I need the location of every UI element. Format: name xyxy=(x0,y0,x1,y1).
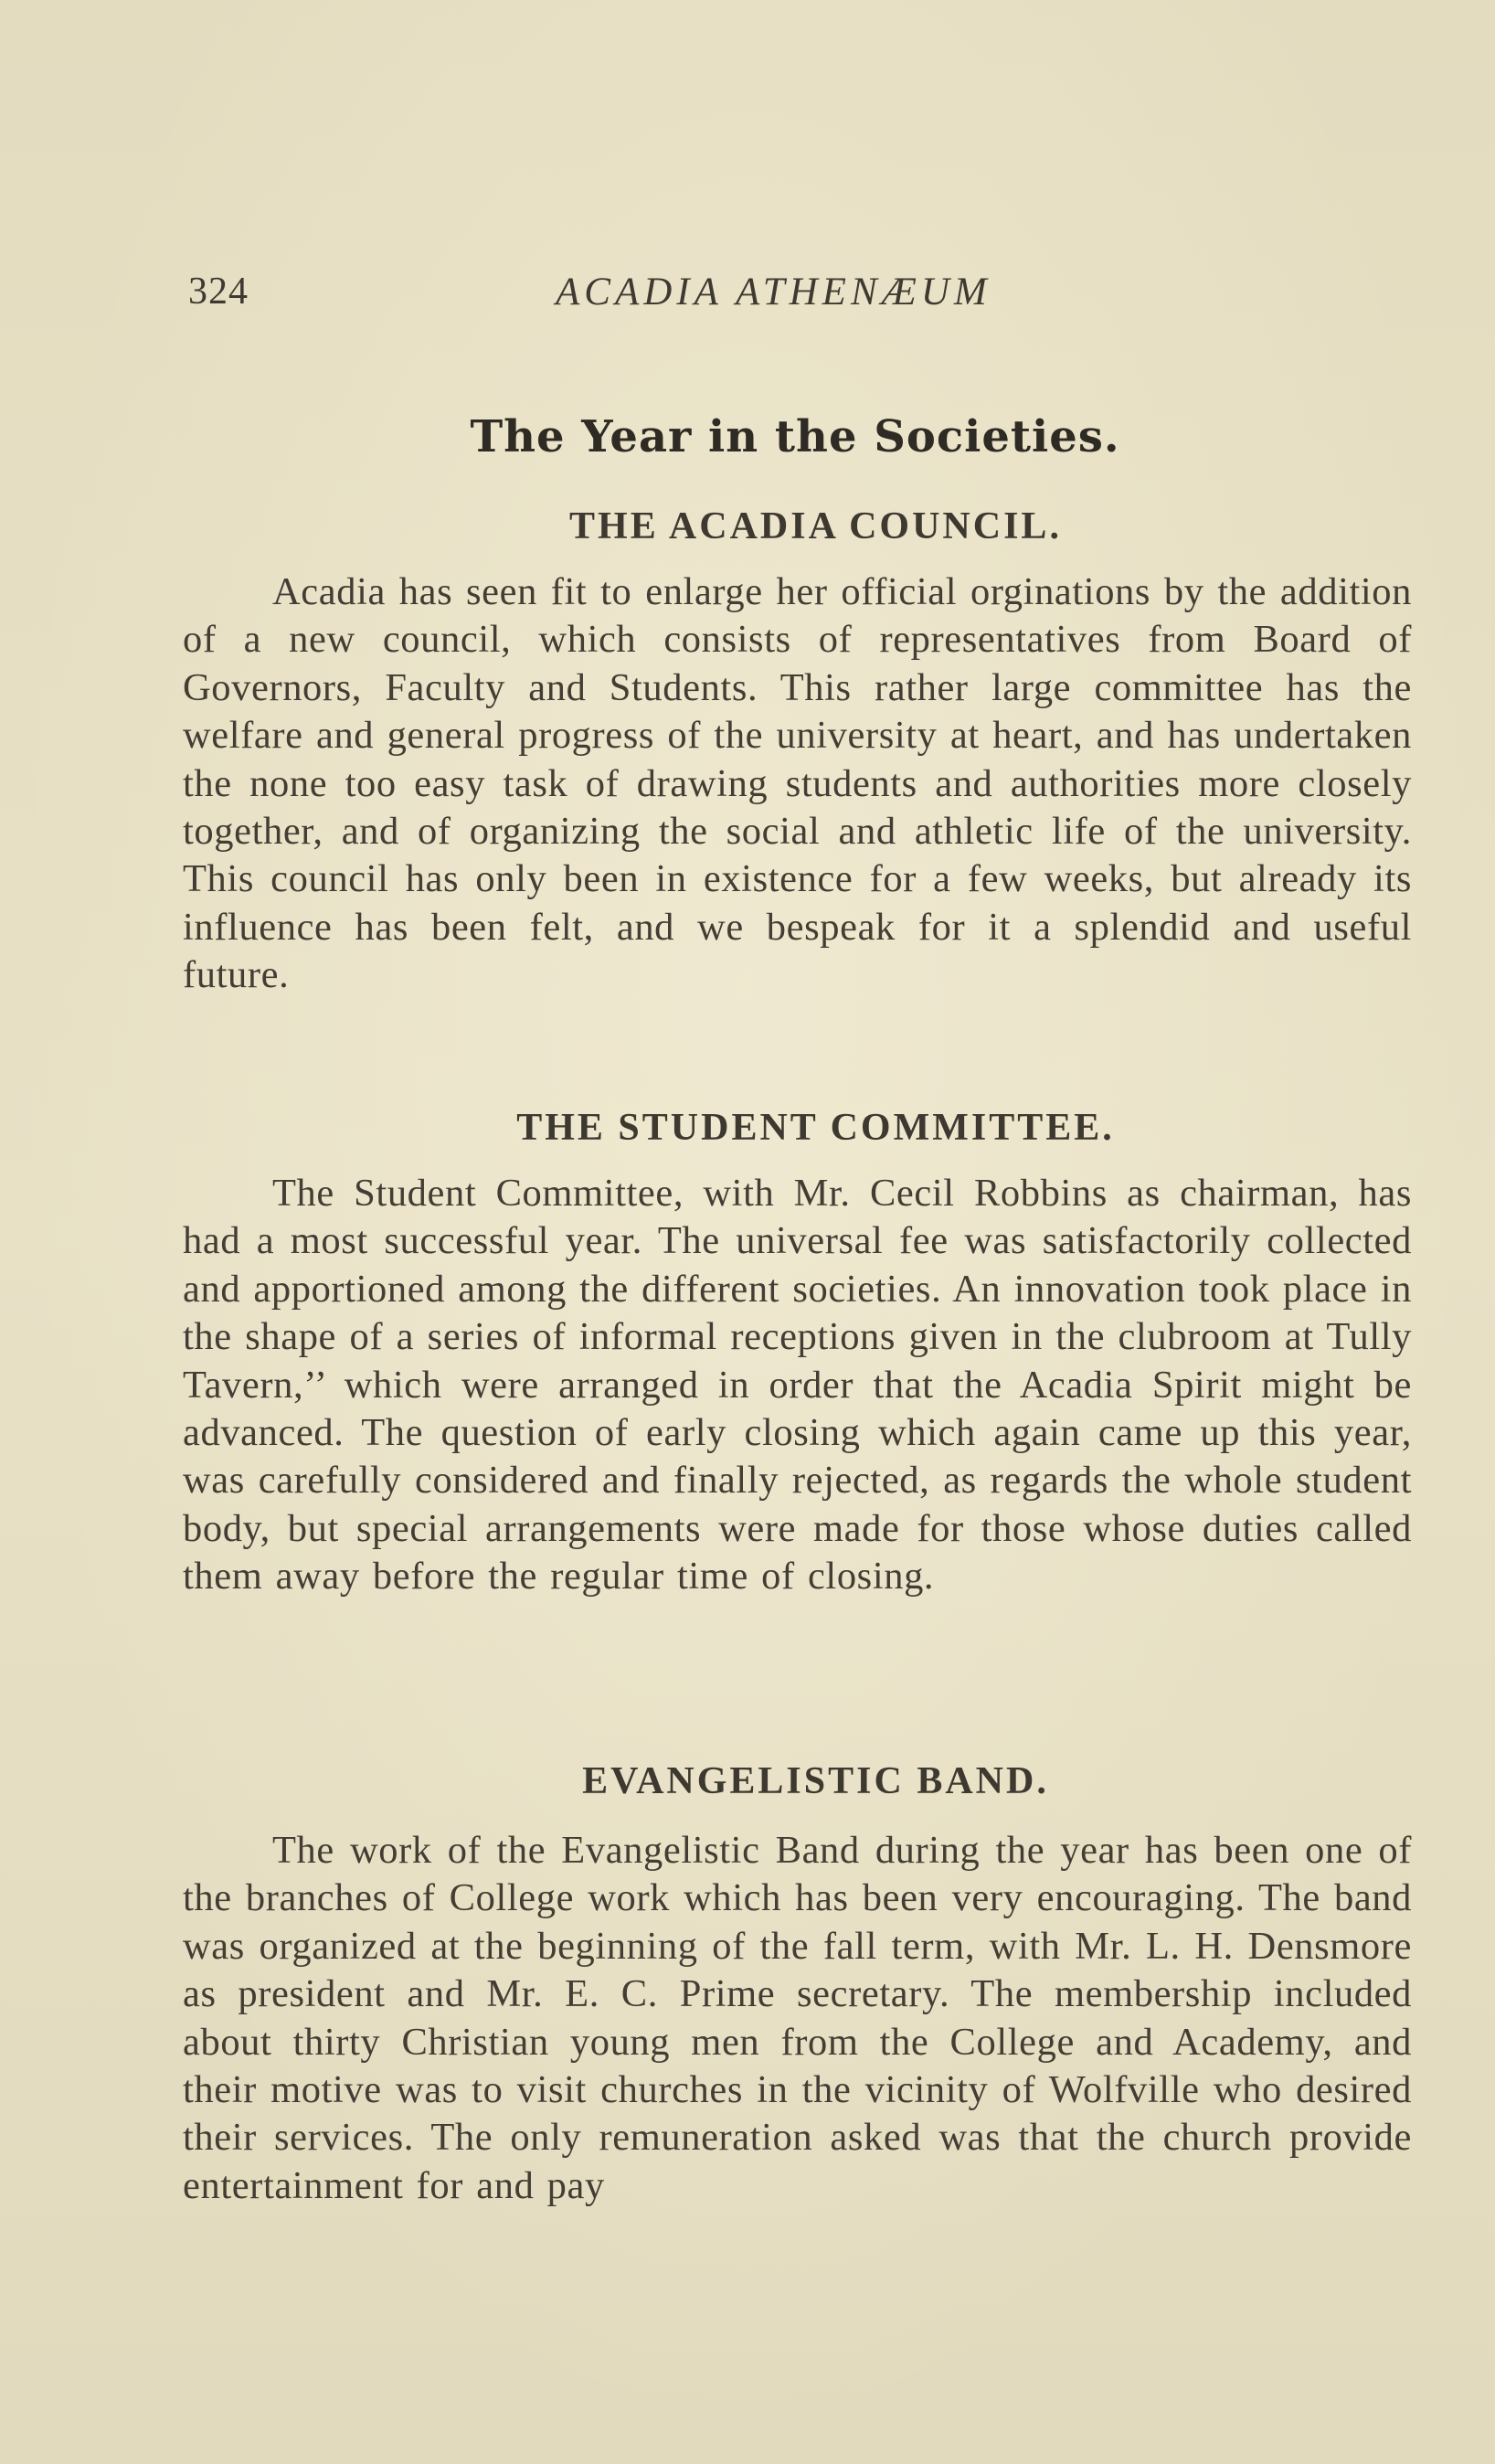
section-student-committee xyxy=(183,1106,1412,1601)
section-heading: THE ACADIA COUNCIL. xyxy=(569,505,1062,547)
section-heading: EVANGELISTIC BAND. xyxy=(582,1760,1049,1802)
page-number: 324 xyxy=(188,271,249,313)
page-title: The Year in the Societies. xyxy=(470,411,1120,462)
running-head xyxy=(183,270,1325,324)
section-heading: THE STUDENT COMMITTEE. xyxy=(516,1107,1115,1149)
section-acadia-council xyxy=(183,504,1412,1000)
journal-name: ACADIA ATHENÆUM xyxy=(556,271,991,313)
section-body: The work of the Evangelistic Band during the year has been one of the branches of College work which has been very encouraging. The band was organized at the beginning of the fall term, with Mr. L. H. Densmore as president and Mr. E. C. Prime secretary. The membership included about thirty Christian young men from the College and Academy, and their motive was to visit churches in the vicinity of Wolfville who desired their services. The only remuneration asked was that the church provide entertainment for and pay xyxy=(183,1829,1412,2207)
section-evangelistic-band xyxy=(183,1759,1412,2210)
section-body: The Student Committee, with Mr. Cecil Robbins as chairman, has had a most successful year. The universal fee was satisfactorily collected and apportioned among the different societies. An innovation took place in the shape of a series of informal receptions given in the clubroom at Tully Tavern,’’ which were arranged in order that the Acadia Spirit might be advanced. The question of early closing which again came up this year, was carefully considered and finally rejected, as regards the whole student body, but special arrangements were made for those whose duties called them away before the regular time of closing. xyxy=(183,1172,1412,1598)
section-body: Acadia has seen fit to enlarge her official orginations by the addition of a new council, which consists of representatives from Board of Governors, Faculty and Students. This rather large committee has the welfare and general progress of the university at heart, and has undertaken the none too easy task of drawing students and authorities more closely together, and of organizing the social and athletic life of the university. This council has only been in existence for a few weeks, but already its influence has been felt, and we bespeak for it a splendid and useful future. xyxy=(183,570,1412,997)
